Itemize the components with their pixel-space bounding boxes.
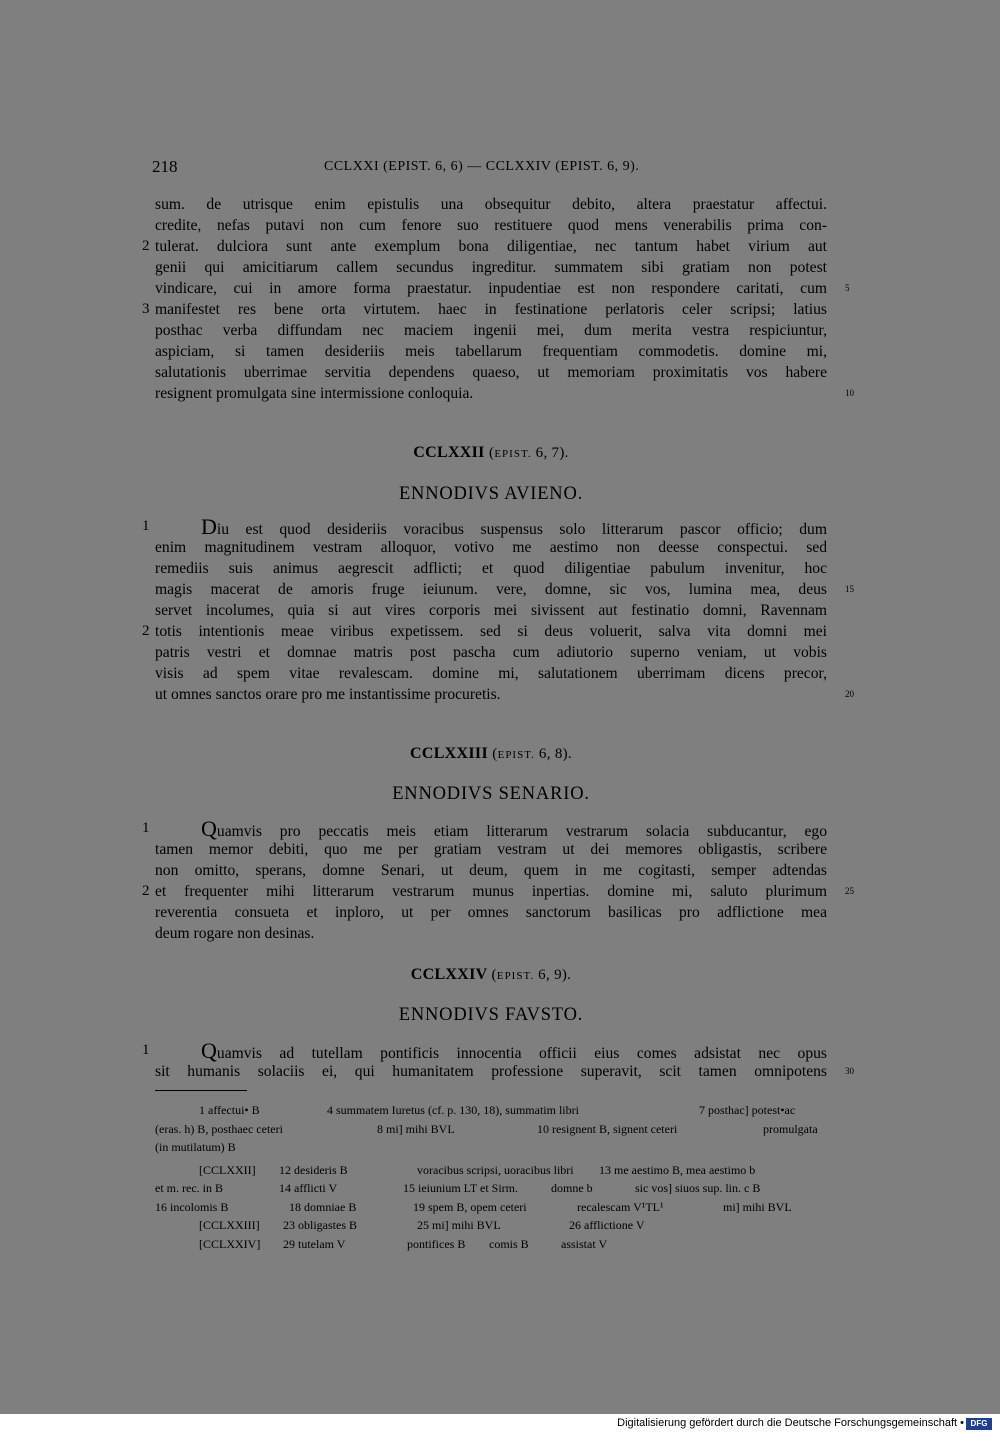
apparatus-line: [CCLXXIII] 23 obligastes B 25 mi] mihi BVL 26 afflictione V (199, 1218, 645, 1232)
text-line: sum. de utrisque enim epistulis una obsequitur debito, altera praestatur affectui. (155, 196, 827, 213)
section-number: 3 (142, 301, 150, 317)
apparatus-line: (eras. h) B, posthaec ceteri 8 mi] mihi BVL 10 resignent B, signent ceteri promulgata (155, 1121, 818, 1136)
section-number: 1 (142, 820, 150, 836)
critical-apparatus (155, 1101, 827, 1253)
text-line: 1 Quamvis pro peccatis meis etiam litterarum vestrarum solacia subducantur, ego (142, 816, 827, 841)
letter-271-text (142, 194, 854, 404)
footnote-divider (155, 1090, 247, 1091)
running-title: CCLXXI (EPIST. 6, 6) — CCLXXIV (EPIST. 6, 9). (324, 159, 640, 174)
apparatus-line: 1 affectui• B 4 summatem Iuretus (cf. p. 130, 18), summatim libri 7 posthac] potest•ac (199, 1103, 796, 1117)
text-line: sit humanis solaciis ei, qui humanitatem professione superavit, scit tamen omnipotens 30 (155, 1063, 854, 1080)
apparatus-line: [CCLXXII] 12 desideris B voracibus scripsi, uoracibus libri 13 me aestimo B, mea aestimo b (199, 1162, 756, 1177)
section-number: 2 (142, 238, 150, 254)
page-header (152, 157, 828, 181)
line-number: 30 (845, 1066, 854, 1076)
line-number: 15 (845, 584, 854, 594)
text-line: credite, nefas putavi non cum fenore suo restituere quod mens venerabilis prima con- (155, 217, 827, 234)
text-line: tamen memor debiti, quo me per gratiam vestram ut dei memores obligastis, scribere (155, 841, 827, 858)
line-number: 25 (845, 886, 854, 896)
text-line: 3 manifestet res bene orta virtutem. haec in festinatione perlatoris celer scripsi; latius (142, 301, 827, 318)
text-line: salutationis uberrimae servitia dependens quaeso, ut memoriam proximitatis vos habere (155, 364, 827, 381)
section-number: 1 (142, 518, 150, 534)
text-line: patris vestri et domnae matris post pascha cum adiutorio superno veniam, ut vobis (155, 644, 827, 661)
funding-text: Digitalisierung gefördert durch die Deutsche Forschungsgemeinschaft • (617, 1417, 964, 1429)
drop-cap: D (201, 514, 217, 539)
text-line: 2 et frequenter mihi litterarum vestrarum munus inpertias. domine mi, saluto plurimum 25 (142, 883, 854, 900)
section-number: 2 (142, 883, 150, 899)
apparatus-line: et m. rec. in B 14 afflicti V 15 ieiunium LT et Sirm. domne b sic vos] siuos sup. lin. c B (155, 1181, 761, 1195)
page-number: 218 (152, 157, 178, 176)
apparatus-line: 16 incolomis B 18 domniae B 19 spem B, opem ceteri recalescam V¹TL¹ mi] mihi BVL (155, 1199, 792, 1214)
letter-heading: CCLXXII (EPIST. 6, 7). (413, 444, 569, 461)
apparatus-line: (in mutilatum) B (155, 1140, 236, 1154)
text-line: reverentia consueta et inploro, ut per omnes sanctorum basilicas pro adflictione mea (155, 904, 827, 921)
text-line: visis ad spem vitae revalescam. domine mi, salutationem uberrimam dicens precor, (155, 665, 827, 682)
line-number: 5 (845, 283, 850, 293)
text-line: 2 totis intentionis meae viribus expetissem. sed si deus voluerit, salva vita domni mei (142, 623, 827, 640)
line-number: 10 (845, 388, 854, 398)
text-line: non omitto, sperans, domne Senari, ut deum, quem in me cogitasti, semper adtendas (155, 862, 827, 879)
letter-addressee: ENNODIVS AVIENO. (398, 484, 584, 504)
text-line: enim magnitudinem vestram alloquor, votivo me aestimo non deesse conspectui. sed (155, 539, 827, 556)
text-line: 1 Diu est quod desideriis voracibus suspensus solo litterarum pascor officio; dum (142, 514, 827, 539)
line-number: 20 (845, 689, 854, 699)
text-line: remediis suis animus aegrescit adflicti; et quod diligentiae pabulum invenitur, hoc (155, 560, 827, 577)
letter-addressee: ENNODIVS FAVSTO. (398, 1005, 584, 1025)
section-number: 1 (142, 1042, 150, 1058)
letter-272-text (142, 514, 854, 705)
text-line: vindicare, cui in amore forma praestatur. inpudentiae est non respondere caritati, cum 5 (155, 280, 850, 297)
drop-cap: Q (201, 1038, 217, 1063)
text-line: aspiciam, si tamen desideriis meis tabellarum frequentiam commodetis. domine mi, (155, 343, 827, 360)
text-line: deum rogare non desinas. (155, 925, 315, 942)
text-line: genii qui amicitiarum callem secundus ingreditur. summatem sibi gratiam non potest (155, 259, 827, 276)
drop-cap: Q (201, 816, 217, 841)
text-line: posthac verba diffundam nec maciem ingenii mei, dum merita vestra respiciuntur, (155, 322, 827, 339)
text-line: magis macerat de amoris fruge ieiunum. vere, domne, sic vos, lumina mea, deus 15 (155, 581, 854, 598)
letter-heading: CCLXXIII (EPIST. 6, 8). (410, 745, 572, 762)
text-line: ut omnes sanctos orare pro me instantissime procuretis. 20 (155, 686, 854, 703)
text-line: 1 Quamvis ad tutellam pontificis innocentia officii eius comes adsistat nec opus (142, 1038, 827, 1063)
funding-footer (0, 1414, 1000, 1434)
letter-273-text (142, 816, 854, 944)
letter-heading: CCLXXIV (EPIST. 6, 9). (410, 966, 572, 983)
apparatus-line: [CCLXXIV] 29 tutelam V pontifices B comis B assistat V (199, 1236, 608, 1251)
text-line: 2 tulerat. dulciora sunt ante exemplum bona diligentiae, nec tantum habet virium aut (142, 238, 827, 255)
text-line: resignent promulgata sine intermissione conloquia. 10 (155, 385, 854, 402)
letter-addressee: ENNODIVS SENARIO. (392, 784, 590, 804)
letter-274-text (142, 1038, 854, 1082)
section-number: 2 (142, 623, 150, 639)
text-line: servet incolumes, quia si aut vires corporis mei sivissent aut festinatio domni, Ravennam (155, 602, 827, 619)
dfg-logo: DFG (966, 1418, 992, 1430)
